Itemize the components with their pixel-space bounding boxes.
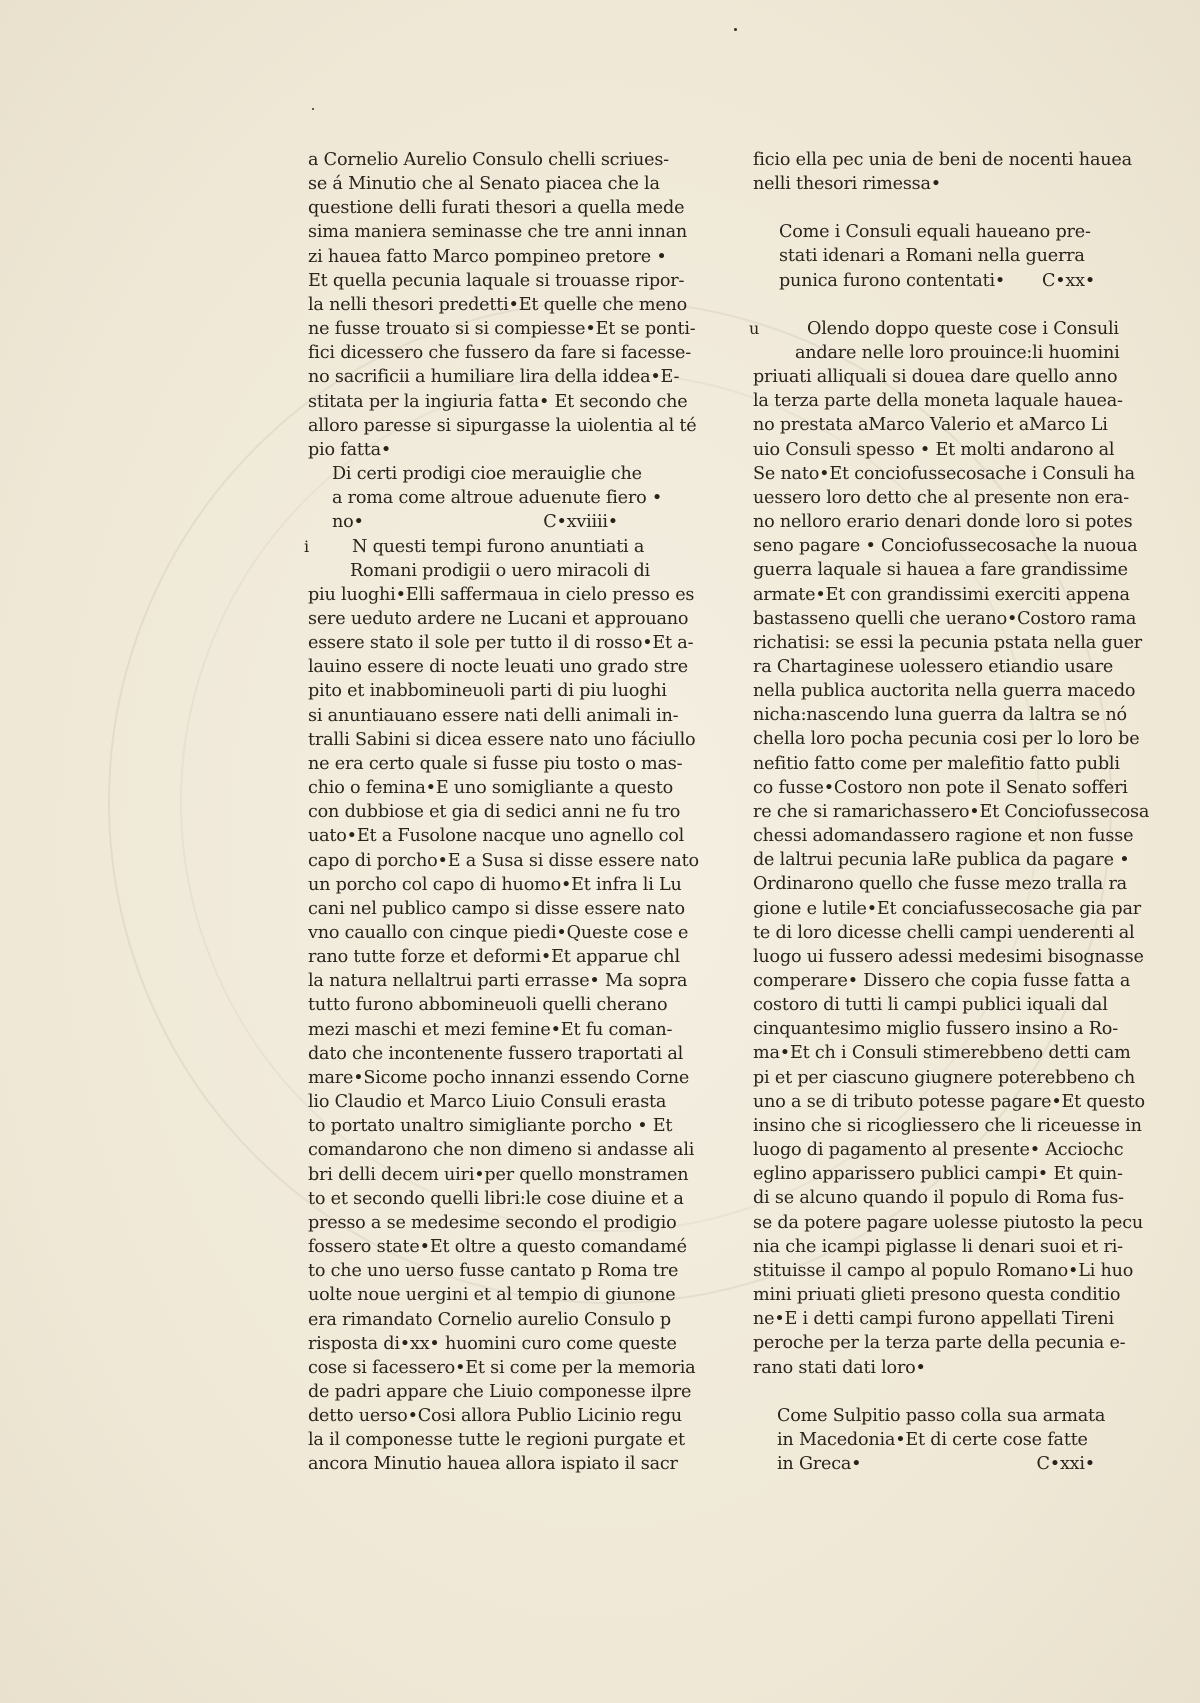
right-column — [749, 148, 1150, 1476]
text-line: to che uno uerso fusse cantato p Roma tre — [308, 1261, 679, 1282]
text-line: Olendo doppo queste cose i Consuli — [807, 318, 1119, 339]
text-line: fici dicessero che fussero da fare si facesse- — [308, 343, 692, 364]
text-line: uessero loro detto che al presente non era- — [753, 487, 1129, 508]
paragraph — [304, 535, 699, 1477]
heading-line: no• — [332, 512, 364, 533]
text-line: questione delli furati thesori a quella mede — [308, 198, 685, 219]
text-line: sima maniera seminasse che tre anni innan — [308, 222, 688, 243]
text-line: sere ueduto ardere ne Lucani et approuano — [308, 608, 689, 629]
text-line: uolte noue uergini et al tempio di giunone — [308, 1285, 676, 1306]
text-line: cinquantesimo miglio fussero insino a Ro- — [753, 1019, 1118, 1040]
text-line: armate•Et con grandissimi exerciti appena — [753, 584, 1130, 605]
text-line: dato che incontenente fussero traportati al — [308, 1043, 684, 1064]
text-line: pito et inabbomineuoli parti di piu luoghi — [308, 681, 667, 702]
text-line: ne•E i detti campi furono appellati Tireni — [753, 1309, 1114, 1330]
chapter-heading — [753, 220, 1103, 292]
text-line: stitata per la ingiuria fatta• Et secondo che — [308, 391, 688, 412]
chapter-numeral: C•xx• — [1041, 270, 1095, 291]
text-line: cani nel publico campo si disse essere nato — [308, 898, 685, 919]
paragraph — [749, 317, 1150, 1380]
text-line: alloro paresse si sipurgasse la uiolentia al té — [308, 415, 697, 436]
text-line: con dubbiose et gia di sedici anni ne fu tro — [308, 802, 681, 823]
text-line: piu luoghi•Elli saffermaua in cielo presso es — [308, 584, 695, 605]
text-line: pio fatta• — [308, 439, 392, 460]
ink-speck — [312, 108, 314, 110]
text-line: uno a se di tributo potesse pagare•Et questo — [753, 1091, 1145, 1112]
text-line: ra Chartaginese uolessero etiandio usare — [753, 656, 1114, 677]
text-line: tralli Sabini si dicea essere nato uno fáciullo — [308, 729, 696, 750]
text-line: de padri appare che Liuio componesse ilpre — [308, 1381, 692, 1402]
text-line: gione e lutile•Et conciafussecosache gia par — [753, 898, 1141, 919]
text-line: to et secondo quelli libri:le cose diuine et a — [308, 1188, 684, 1209]
text-line: seno pagare • Conciofussecosache la nuoua — [753, 536, 1138, 557]
guide-letter: u — [749, 318, 760, 338]
text-line: ficio ella pec unia de beni de nocenti hauea — [753, 150, 1132, 170]
text-line: ne era certo quale si fusse piu tosto o mas- — [308, 753, 683, 774]
text-line: costoro di tutti li campi publici iquali dal — [753, 995, 1108, 1016]
text-line: priuati alliquali si douea dare quello anno — [753, 367, 1118, 388]
text-line: insino che si ricogliessero che li riceuesse in — [753, 1115, 1142, 1136]
text-line: nefitio fatto come per malefitio fatto publi — [753, 753, 1120, 774]
chapter-heading — [308, 462, 663, 534]
text-line: si anuntiauano essere nati delli animali in- — [308, 705, 679, 726]
text-line: la terza parte della moneta laquale hauea- — [753, 391, 1123, 412]
heading-line: stati idenari a Romani nella guerra — [779, 246, 1085, 267]
chapter-numeral: C•xxi• — [1036, 1453, 1095, 1474]
text-line: ne fusse trouato si si compiesse•Et se ponti- — [308, 319, 696, 340]
text-line: nicha:nascendo luna guerra da laltra se nó — [753, 705, 1127, 726]
text-line: N questi tempi furono anuntiati a — [352, 536, 645, 557]
text-line: rano stati dati loro• — [753, 1357, 926, 1378]
text-line: de laltrui pecunia laRe publica da pagare • — [753, 850, 1130, 871]
text-line: richatisi: se essi la pecunia pstata nella guer — [753, 632, 1143, 653]
text-line: peroche per la terza parte della pecunia e- — [753, 1333, 1126, 1354]
text-line: Se nato•Et conciofussecosache i Consuli ha — [753, 463, 1135, 484]
text-line: chella loro pocha pecunia cosi per lo loro be — [753, 729, 1140, 750]
text-line: comperare• Dissero che copia fusse fatta a — [753, 971, 1131, 991]
text-line: chessi adomandassero ragione et non fusse — [753, 826, 1134, 847]
text-line: zi hauea fatto Marco pompineo pretore • — [308, 246, 667, 267]
heading-line: Come i Consuli equali haueano pre- — [779, 222, 1091, 243]
heading-line: in Macedonia•Et di certe cose fatte — [777, 1429, 1088, 1450]
text-line: essere stato il sole per tutto il di rosso•Et a- — [308, 633, 694, 654]
text-line: eglino apparissero publici campi• Et quin- — [753, 1164, 1123, 1185]
text-line: a Cornelio Aurelio Consulo chelli scriues- — [308, 150, 669, 170]
text-line: di se alcuno quando il populo di Roma fus- — [753, 1188, 1124, 1209]
text-line: uio Consuli spesso • Et molti andarono al — [753, 439, 1115, 460]
text-line: no sacrificii a humiliare lira della iddea•E- — [308, 367, 680, 388]
text-line: comandarono che non dimeno si andasse ali — [308, 1140, 695, 1161]
chapter-numeral: C•xviiii• — [543, 512, 618, 533]
text-line: Et quella pecunia laquale si trouasse ripor- — [308, 270, 685, 291]
text-line: lauino essere di nocte leuati uno grado stre — [308, 657, 688, 678]
text-line: cose si facessero•Et si come per la memoria — [308, 1357, 696, 1378]
text-line: fossero state•Et oltre a questo comandamé — [308, 1237, 687, 1258]
text-line: rano tutte forze et deformi•Et apparue chl — [308, 947, 680, 968]
text-line: andare nelle loro prouince:li huomini — [795, 342, 1120, 363]
text-line: risposta di•xx• huomini curo come queste — [308, 1333, 677, 1354]
text-line: te di loro dicesse chelli campi uenderenti al — [753, 922, 1135, 943]
text-line: lio Claudio et Marco Liuio Consuli erasta — [308, 1092, 667, 1113]
text-line: era rimandato Cornelio aurelio Consulo p — [308, 1309, 671, 1330]
text-line: tutto furono abbomineuoli quelli cherano — [308, 995, 668, 1016]
text-line: la il componesse tutte le regioni purgate et — [308, 1430, 685, 1451]
text-line: bastasseno quelli che uerano•Costoro rama — [753, 608, 1137, 629]
text-line: capo di porcho•E a Susa si disse essere nato — [308, 850, 699, 871]
heading-line: Di certi prodigi cioe merauiglie che — [332, 464, 642, 485]
text-line: la nelli thesori predetti•Et quelle che meno — [308, 294, 688, 315]
text-line: nelli thesori rimessa• — [753, 174, 941, 195]
text-line: to portato unaltro simigliante porcho • Et — [308, 1116, 673, 1137]
paragraph — [308, 148, 697, 462]
text-line: luogo ui fussero adessi medesimi bisognasse — [753, 946, 1144, 967]
paragraph — [753, 148, 1132, 196]
heading-line: punica furono contentati• — [779, 270, 1006, 291]
text-line: ma•Et ch i Consuli stimerebbeno detti cam — [753, 1043, 1131, 1064]
heading-line: in Greca• — [777, 1453, 862, 1474]
text-line: presso a se medesime secondo el prodigio — [308, 1212, 677, 1233]
heading-line: a roma come altroue aduenute fiero • — [332, 488, 663, 509]
text-line: mezi maschi et mezi femine•Et fu coman- — [308, 1019, 673, 1040]
text-line: la natura nellaltrui parti errasse• Ma sopra — [308, 971, 688, 992]
guide-letter: i — [304, 536, 309, 556]
text-line: luogo di pagamento al presente• Acciochc — [753, 1140, 1124, 1161]
text-line: nia che icampi piglasse li denari suoi et ri- — [753, 1236, 1123, 1257]
text-line: stituisse il campo al populo Romano•Li huo — [753, 1260, 1134, 1281]
text-line: Romani prodigii o uero miracoli di — [350, 560, 650, 581]
ink-speck — [734, 28, 737, 31]
text-line: bri delli decem uiri•per quello monstramen — [308, 1164, 689, 1185]
chapter-heading — [753, 1404, 1106, 1476]
text-line: no nelloro erario denari donde loro si potes — [753, 512, 1133, 533]
text-line: vno cauallo con cinque piedi•Queste cose e — [308, 923, 689, 943]
heading-line: Come Sulpitio passo colla sua armata — [777, 1405, 1106, 1426]
text-line: detto uerso•Cosi allora Publio Licinio regu — [308, 1406, 682, 1427]
text-line: chio o femina•E uno somigliante a questo — [308, 778, 674, 799]
text-line: uato•Et a Fusolone nacque uno agnello col — [308, 826, 685, 847]
text-line: se á Minutio che al Senato piacea che la — [308, 174, 660, 195]
left-column — [304, 148, 699, 1477]
text-line: re che si ramarichassero•Et Conciofussecosa — [753, 801, 1150, 822]
text-line: Ordinarono quello che fusse mezo tralla ra — [753, 874, 1127, 895]
text-line: mare•Sicome pocho innanzi essendo Corne — [308, 1067, 690, 1088]
text-line: guerra laquale si hauea a fare grandissime — [753, 560, 1128, 581]
text-line: se da potere pagare uolesse piutosto la pecu — [753, 1212, 1144, 1233]
text-line: co fusse•Costoro non pote il Senato sofferi — [753, 777, 1128, 798]
text-line: ancora Minutio hauea allora ispiato il sacr — [308, 1454, 678, 1475]
text-line: no prestata aMarco Valerio et aMarco Li — [753, 415, 1108, 436]
text-line: mini priuati glieti presono questa conditio — [753, 1285, 1121, 1306]
text-line: nella publica auctorita nella guerra macedo — [753, 681, 1136, 702]
text-line: pi et per ciascuno giugnere poterebbeno ch — [753, 1067, 1135, 1088]
text-line: un porcho col capo di huomo•Et infra li Lu — [308, 874, 682, 895]
